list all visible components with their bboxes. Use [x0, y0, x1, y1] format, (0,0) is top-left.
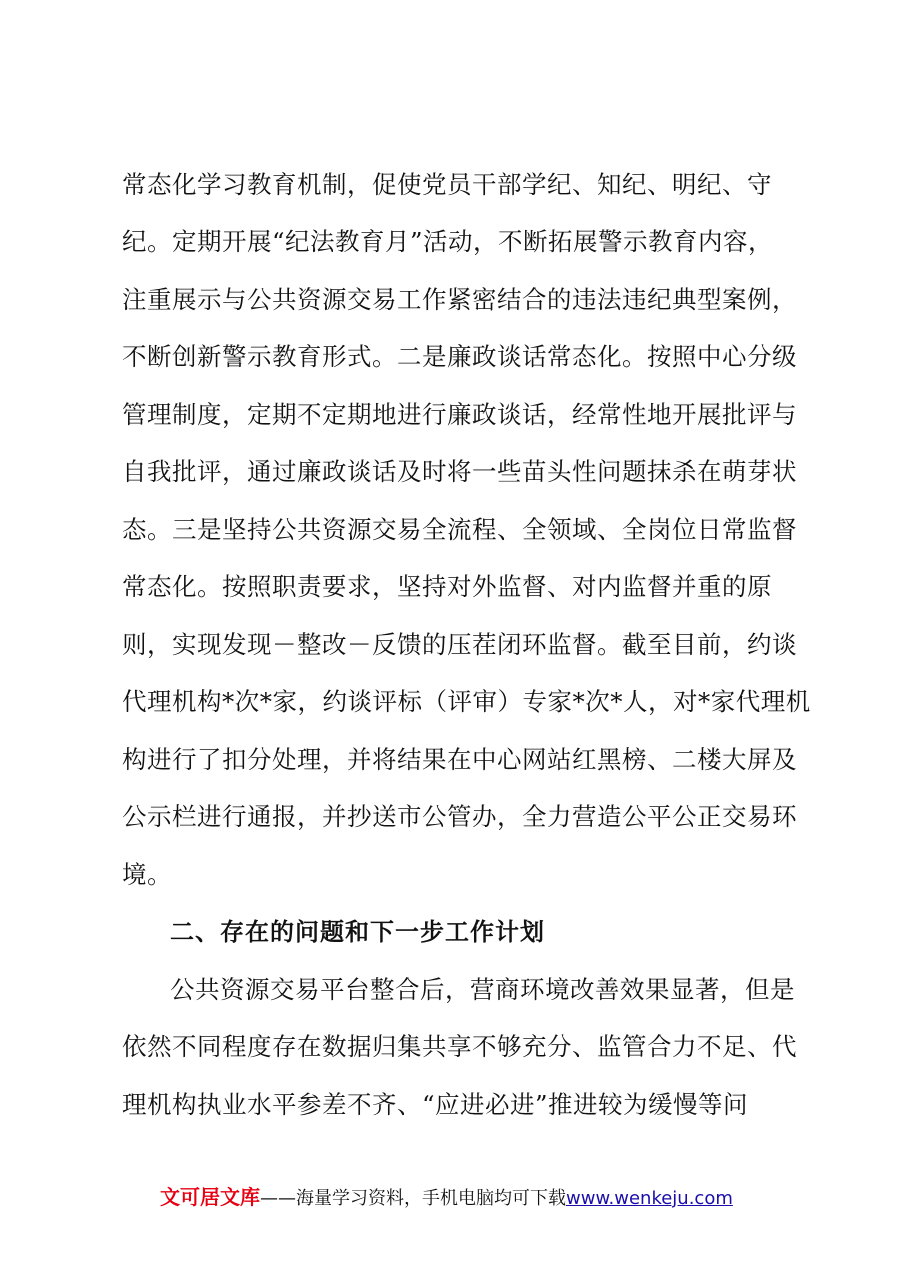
footer-tagline: ——海量学习资料，手机电脑均可下载: [260, 1188, 566, 1209]
body-line-3: 注重展示与公共资源交易工作紧密结合的违法违纪典型案例，: [122, 285, 797, 314]
body-line-5: 管理制度，定期不定期地进行廉政谈话，经常性地开展批评与: [122, 400, 797, 429]
body-line-14: 公共资源交易平台整合后，营商环境改善效果显著，但是: [170, 975, 795, 1004]
body-line-2: 纪。定期开展“纪法教育月”活动，不断拓展警示教育内容，: [122, 227, 774, 256]
footer-brand: 文可居文库: [160, 1185, 260, 1209]
body-line-11: 构进行了扣分处理，并将结果在中心网站红黑榜、二楼大屏及: [122, 745, 797, 774]
body-line-1: 常态化学习教育机制，促使党员干部学纪、知纪、明纪、守: [122, 170, 772, 199]
body-line-6: 自我批评，通过廉政谈话及时将一些苗头性问题抹杀在萌芽状: [122, 457, 797, 486]
footer-site-link[interactable]: www.wenkeju.com: [566, 1188, 733, 1209]
body-line-8: 常态化。按照职责要求，坚持对外监督、对内监督并重的原: [122, 572, 772, 601]
footer-banner: [160, 1182, 800, 1212]
body-line-15: 依然不同程度存在数据归集共享不够充分、监管合力不足、代: [122, 1032, 797, 1061]
body-line-13: 境。: [122, 860, 172, 889]
body-line-10: 代理机构*次*家，约谈评标（评审）专家*次*人，对*家代理机: [122, 687, 811, 716]
body-line-9: 则，实现发现－整改－反馈的压茬闭环监督。截至目前，约谈: [122, 630, 797, 659]
body-line-16: 理机构执业水平参差不齐、“应进必进”推进较为缓慢等问: [122, 1090, 749, 1119]
body-line-7: 态。三是坚持公共资源交易全流程、全领域、全岗位日常监督: [122, 515, 797, 544]
body-line-4: 不断创新警示教育形式。二是廉政谈话常态化。按照中心分级: [122, 342, 797, 371]
body-line-12: 公示栏进行通报，并抄送市公管办，全力营造公平公正交易环: [122, 802, 797, 831]
section-heading: 二、存在的问题和下一步工作计划: [170, 918, 545, 946]
